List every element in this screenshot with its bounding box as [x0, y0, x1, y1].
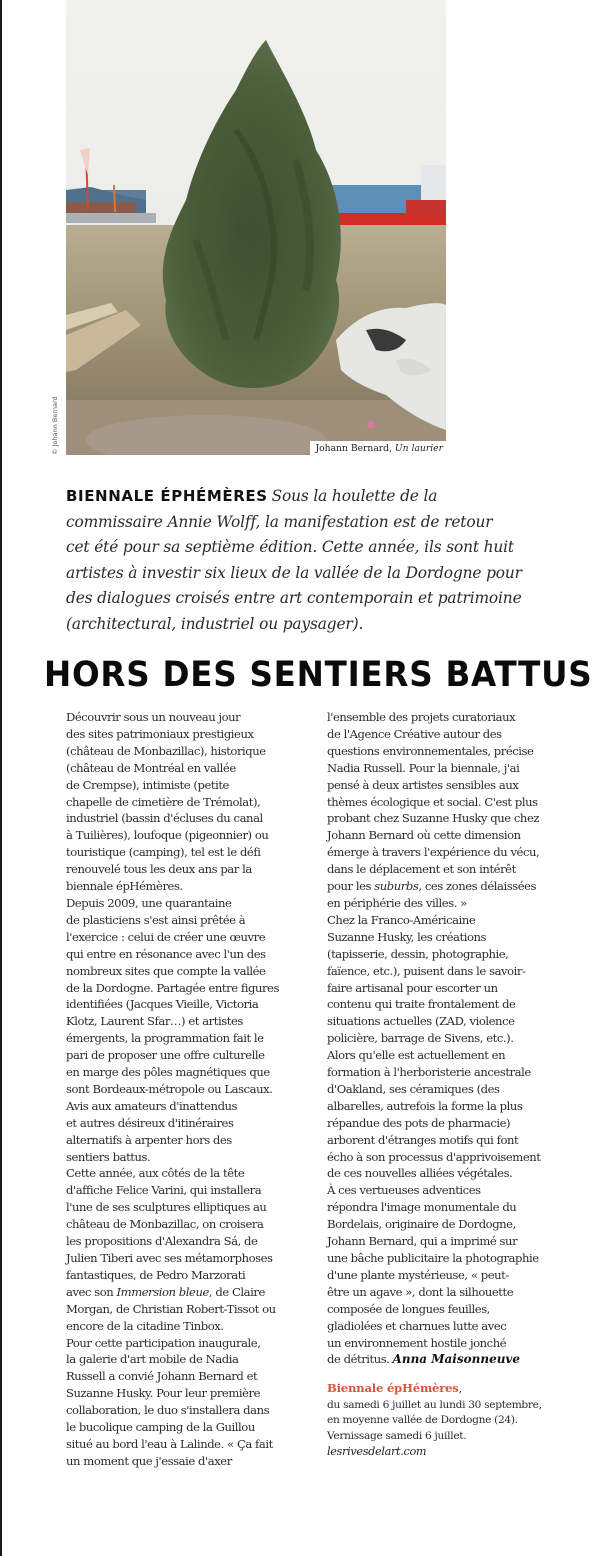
- column-line: faïence, etc.), puisent dans le savoir-: [327, 963, 526, 978]
- column-line: l'ensemble des projets curatoriaux: [327, 710, 516, 724]
- column-line: industriel (bassin d'écluses du canal: [66, 811, 263, 826]
- column-line: en marge des pôles magnétiques que: [66, 1065, 270, 1080]
- laurel-tree-photo: [66, 0, 446, 455]
- column-line: en périphérie des villes. »: [327, 895, 467, 910]
- column-line: d'affiche Felice Varini, qui installera: [66, 1183, 262, 1198]
- intro-kicker: BIENNALE ÉPHÉMÈRES: [66, 487, 268, 505]
- column-line: une bâche publicitaire la photographie: [327, 1251, 539, 1265]
- article-column-right: [327, 709, 595, 1368]
- event-dates: du samedi 6 juillet au lundi 30 septembre,: [327, 1398, 542, 1411]
- column-line: les propositions d'Alexandra Sá, de: [66, 1234, 258, 1249]
- column-line: Chez la Franco-Américaine: [327, 912, 476, 927]
- column-line: alternatifs à arpenter hors des: [66, 1132, 232, 1147]
- column-line: d'une plante mystérieuse, « peut-: [327, 1267, 509, 1282]
- italic-title: suburbs: [374, 879, 419, 894]
- author-signature: Anna Maisonneuve: [392, 1352, 521, 1367]
- column-line: pensé à deux artistes sensibles aux: [327, 777, 519, 792]
- column-line: et autres désireux d'itinéraires: [66, 1115, 234, 1130]
- column-line: formation à l'herboristerie ancestrale: [327, 1065, 531, 1080]
- column-line: de plasticiens s'est ainsi prêtée à: [66, 912, 246, 927]
- column-line: situé au bord l'eau à Lalinde. « Ça fait: [66, 1436, 273, 1451]
- column-line: l'exercice : celui de créer une œuvre: [66, 929, 266, 944]
- column-line: de la Dordogne. Partagée entre figures: [66, 980, 279, 995]
- column-line: château de Monbazillac, on croisera: [66, 1217, 264, 1232]
- column-line: Alors qu'elle est actuellement en: [327, 1048, 506, 1063]
- column-line: un environnement hostile jonché: [327, 1335, 507, 1350]
- column-line: collaboration, le duo s'installera dans: [66, 1403, 270, 1418]
- column-line: Bordelais, originaire de Dordogne,: [327, 1217, 516, 1232]
- column-line: renouvelé tous les deux ans par la: [66, 862, 252, 877]
- column-line: écho à son processus d'apprivoisement: [327, 1149, 541, 1164]
- column-line: Cette année, aux côtés de la tête: [66, 1166, 245, 1181]
- photo-caption: [310, 441, 446, 455]
- italic-title: Immersion bleue: [116, 1284, 209, 1299]
- event-location: en moyenne vallée de Dordogne (24).: [327, 1414, 518, 1427]
- column-line: répandue des pots de pharmacie): [327, 1115, 511, 1130]
- column-line: Pour cette participation inaugurale,: [66, 1335, 261, 1350]
- caption-artist: Johann Bernard,: [315, 443, 392, 454]
- event-info-box: [327, 1381, 595, 1460]
- column-line: de ces nouvelles alliées végétales.: [327, 1166, 513, 1181]
- column-line: touristique (camping), tel est le défi: [66, 845, 261, 860]
- column-line: albarelles, autrefois la forme la plus: [327, 1098, 523, 1113]
- column-line: pari de proposer une offre culturelle: [66, 1048, 265, 1063]
- column-line: dans le déplacement et son intérêt: [327, 862, 516, 877]
- column-line: questions environnementales, précise: [327, 743, 534, 758]
- event-title: Biennale épHémères: [327, 1381, 459, 1395]
- column-line: Suzanne Husky. Pour leur première: [66, 1386, 261, 1401]
- column-line: d'Oakland, ses céramiques (des: [327, 1081, 500, 1096]
- event-title-suffix: ,: [458, 1383, 462, 1395]
- column-line: répondra l'image monumentale du: [327, 1200, 517, 1215]
- column-line: le bucolique camping de la Guillou: [66, 1420, 255, 1435]
- column-line: être un agave », dont la silhouette: [327, 1284, 514, 1299]
- column-line: Russell a convié Johann Bernard et: [66, 1369, 258, 1384]
- event-website-link[interactable]: lesrivesdelart.com: [327, 1445, 427, 1459]
- column-line: Johann Bernard, qui a imprimé sur: [327, 1234, 518, 1249]
- article-photo: [66, 0, 446, 455]
- column-line: Nadia Russell. Pour la biennale, j'ai: [327, 760, 520, 775]
- column-line: policière, barrage de Sivens, etc.).: [327, 1031, 514, 1046]
- column-line: identifiées (Jacques Vieille, Victoria: [66, 997, 259, 1012]
- column-line: Johann Bernard où cette dimension: [327, 828, 521, 843]
- photo-credit: © Johann Bernard: [51, 396, 59, 455]
- column-line: Depuis 2009, une quarantaine: [66, 895, 232, 910]
- intro-line: Sous la houlette de la: [271, 487, 438, 505]
- column-line: de l'Agence Créative autour des: [327, 726, 502, 741]
- column-line: (tapisserie, dessin, photographie,: [327, 946, 509, 961]
- page-edge-rule: [0, 0, 2, 1556]
- column-line: sentiers battus.: [66, 1149, 151, 1164]
- intro-paragraph: [66, 484, 536, 637]
- column-line: (château de Montréal en vallée: [66, 760, 236, 775]
- column-line: situations actuelles (ZAD, violence: [327, 1014, 515, 1029]
- column-line: Morgan, de Christian Robert-Tissot ou: [66, 1301, 276, 1316]
- column-line: probant chez Suzanne Husky que chez: [327, 811, 540, 826]
- column-line: arborent d'étranges motifs qui font: [327, 1132, 519, 1147]
- column-line: de Crempse), intimiste (petite: [66, 777, 229, 792]
- column-line: gladiolées et charnues lutte avec: [327, 1318, 507, 1333]
- column-line: la galerie d'art mobile de Nadia: [66, 1352, 239, 1367]
- intro-line: des dialogues croisés entre art contemporain et patrimoine: [66, 589, 522, 607]
- column-line: À ces vertueuses adventices: [327, 1183, 481, 1198]
- column-line: encore de la citadine Tinbox.: [66, 1318, 224, 1333]
- column-line: fantastiques, de Pedro Marzorati: [66, 1267, 246, 1282]
- column-line: émergents, la programmation fait le: [66, 1031, 264, 1046]
- article-headline: HORS DES SENTIERS BATTUS: [44, 655, 593, 695]
- intro-line: cet été pour sa septième édition. Cette année, ils sont huit: [66, 538, 514, 556]
- column-line: (château de Monbazillac), historique: [66, 743, 266, 758]
- column-line: de détritus. Anna Maisonneuve: [327, 1352, 521, 1367]
- column-line: émerge à travers l'expérience du vécu,: [327, 845, 540, 860]
- column-line: Julien Tiberi avec ses métamorphoses: [66, 1251, 273, 1265]
- column-line: composée de longues feuilles,: [327, 1301, 490, 1316]
- intro-line: commissaire Annie Wolff, la manifestation est de retour: [66, 512, 493, 531]
- column-line: chapelle de cimetière de Trémolat),: [66, 794, 261, 809]
- column-line: l'une de ses sculptures elliptiques au: [66, 1200, 267, 1215]
- column-line: faire artisanal pour escorter un: [327, 980, 498, 995]
- column-line: Suzanne Husky, les créations: [327, 929, 487, 944]
- intro-line: artistes à investir six lieux de la vallée de la Dordogne pour: [66, 563, 522, 582]
- column-line: biennale épHémères.: [66, 879, 183, 894]
- column-line: avec son Immersion bleue, de Claire: [66, 1284, 265, 1299]
- column-line: sont Bordeaux-métropole ou Lascaux.: [66, 1081, 273, 1096]
- intro-line: (architectural, industriel ou paysager).: [66, 614, 364, 633]
- column-line: qui entre en résonance avec l'un des: [66, 946, 266, 961]
- column-line: à Tuilières), loufoque (pigeonnier) ou: [66, 828, 269, 843]
- column-line: des sites patrimoniaux prestigieux: [66, 726, 254, 741]
- column-line: Avis aux amateurs d'inattendus: [66, 1098, 238, 1113]
- column-line: un moment que j'essaie d'axer: [66, 1453, 232, 1468]
- column-line: Découvrir sous un nouveau jour: [66, 710, 241, 724]
- event-opening: Vernissage samedi 6 juillet.: [327, 1429, 467, 1442]
- column-line: thèmes écologique et social. C'est plus: [327, 794, 538, 809]
- column-line: Klotz, Laurent Sfar…) et artistes: [66, 1014, 243, 1029]
- article-column-left: [66, 709, 321, 1470]
- column-line: nombreux sites que compte la vallée: [66, 963, 266, 978]
- column-line: contenu qui traite frontalement de: [327, 997, 516, 1012]
- caption-work-title: Un laurier: [394, 443, 443, 454]
- column-line: pour les suburbs, ces zones délaissées: [327, 879, 537, 894]
